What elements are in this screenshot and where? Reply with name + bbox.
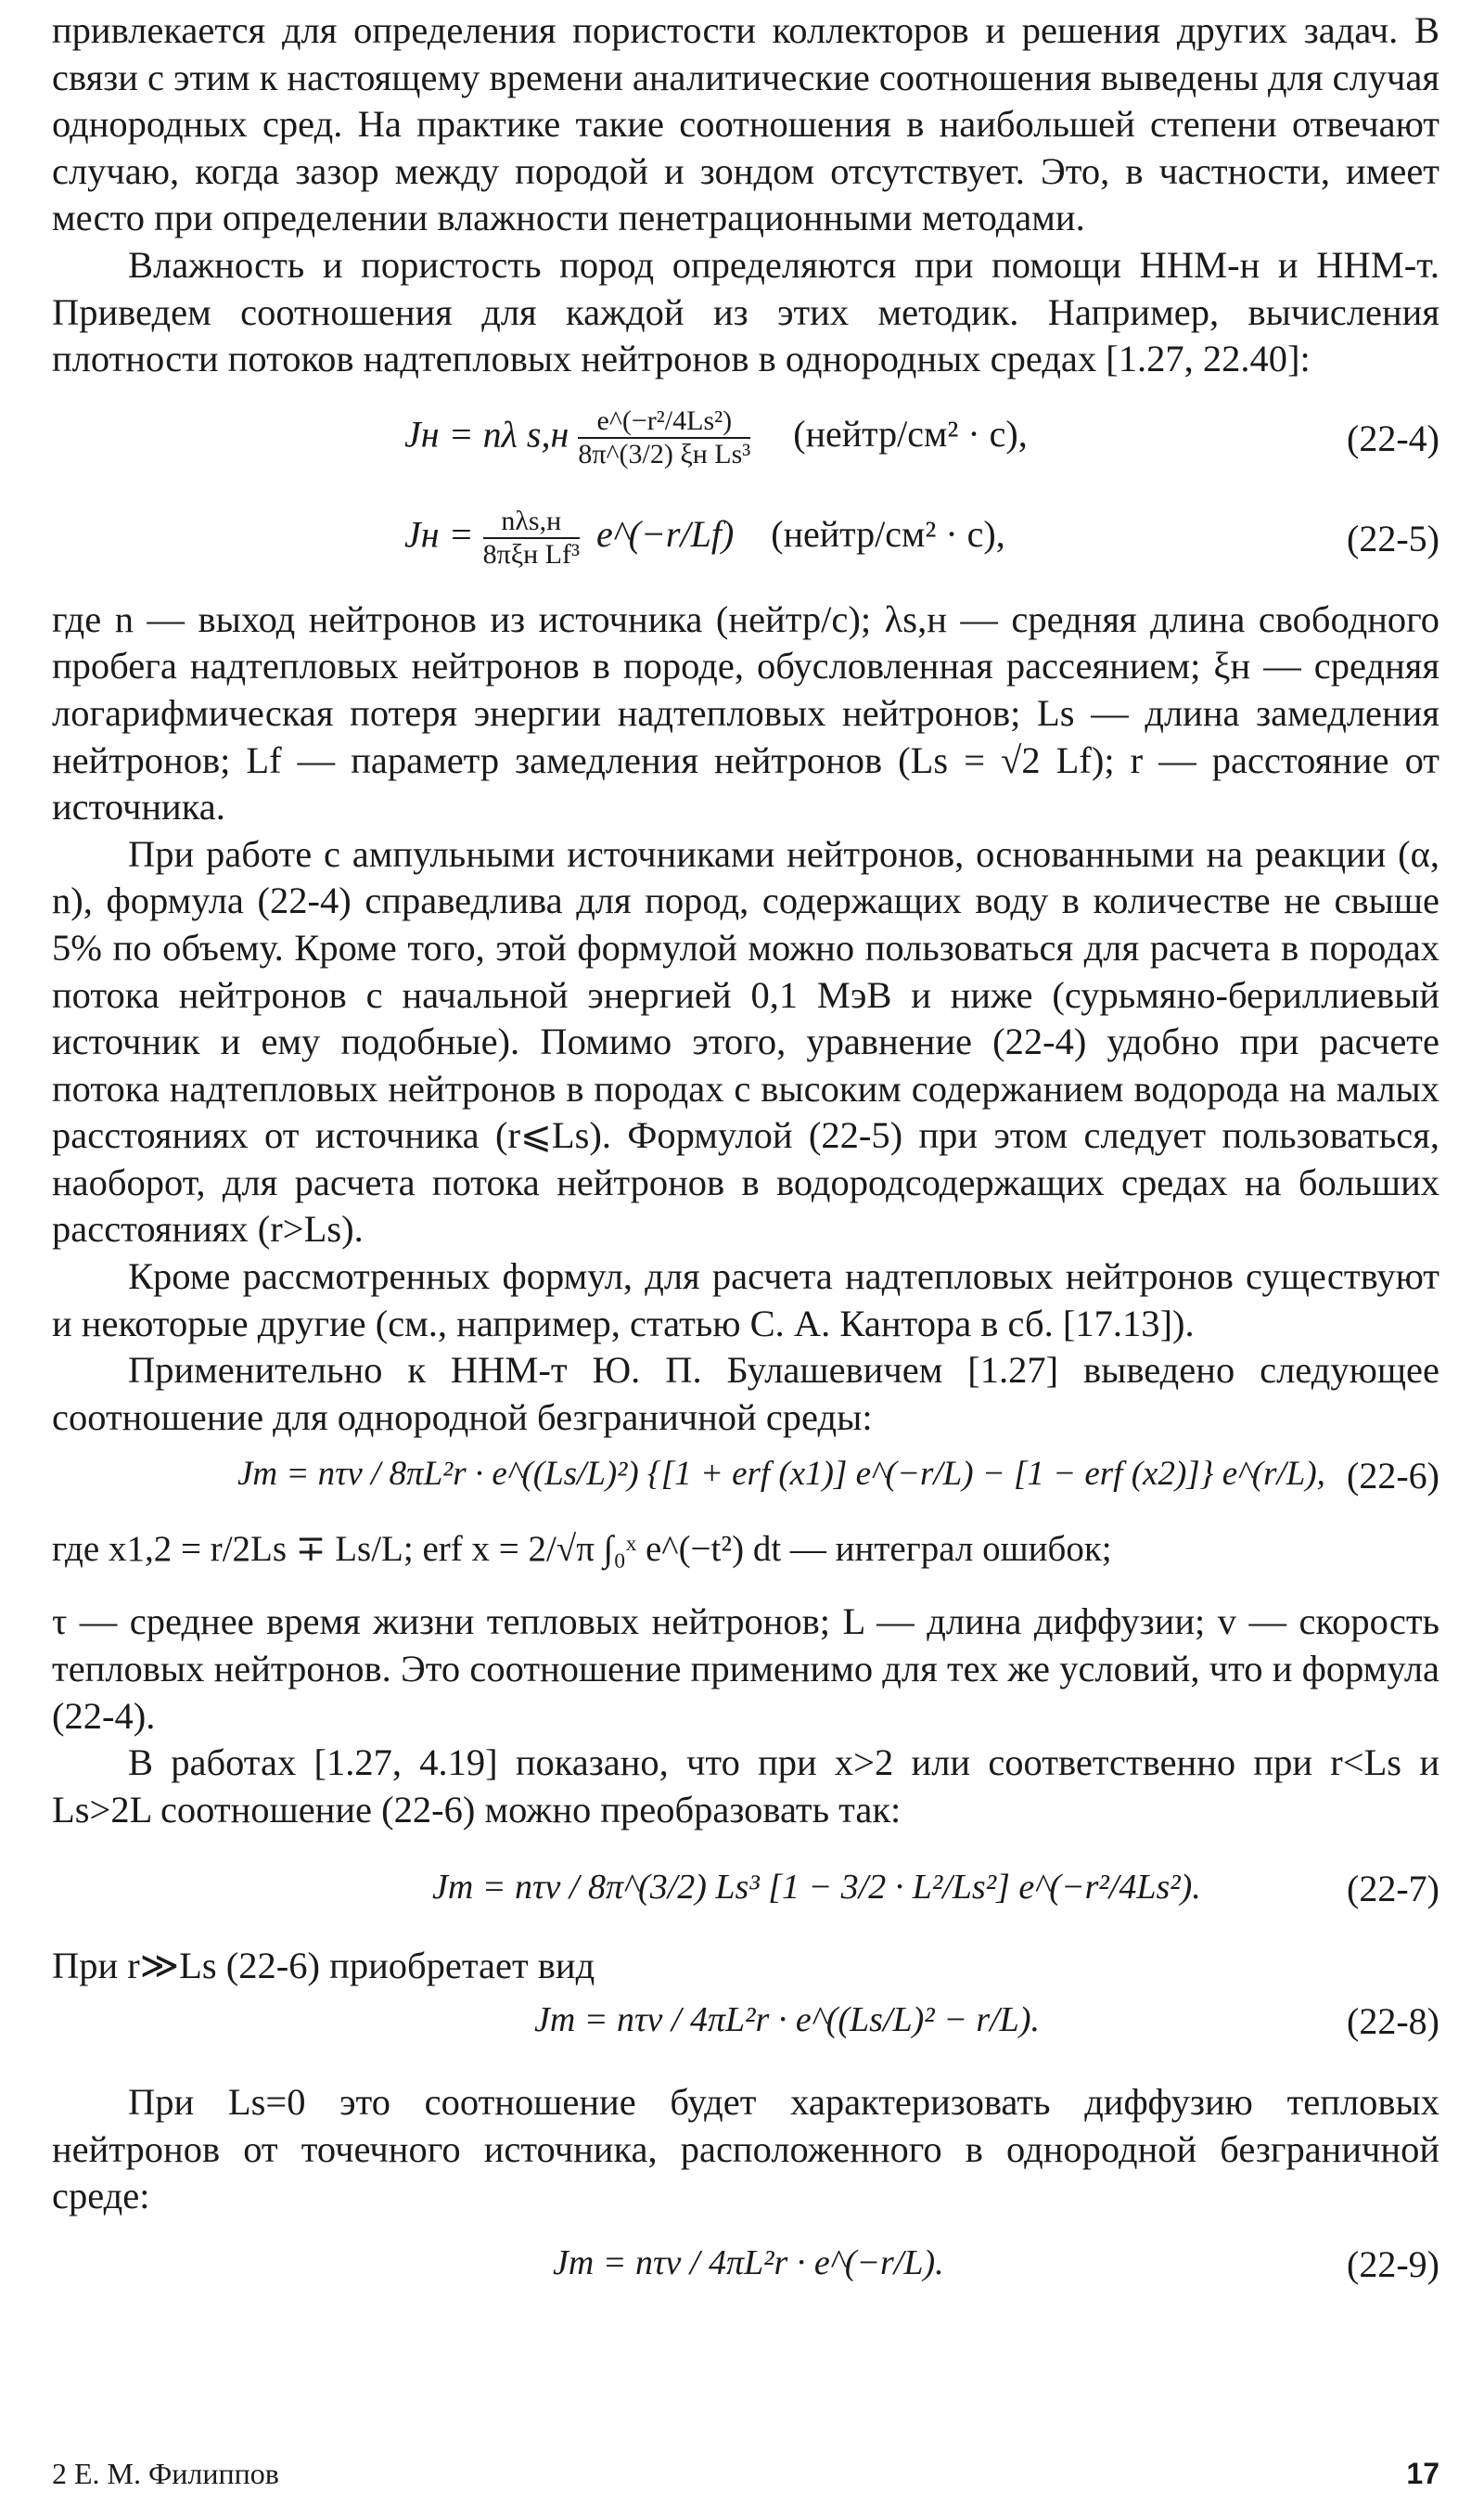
paragraph-9: При r≫Ls (22-6) приобретает вид bbox=[52, 1945, 595, 1987]
paragraph-4: При работе с ампульными источниками нейтронов, основанными на реакции (α, n), формула (22-4) справедлива для пород, содержащих воду в количестве не свыше 5% по объему. Кроме того, этой формулой можно пользоваться для расчета в породах потока нейтронов с начальной энергией 0,1 МэВ и ниже (сурьмяно-бериллиевый источник и ему подобные). Помимо этого, уравнение (22-4) удобно при расчете потока надтепловых нейтронов в породах с высоким содержанием водорода на малых расстояниях от источника (r⩽Ls). Формулой (22-5) при этом следует пользоваться, наоборот, для расчета потока нейтронов в водородсодержащих средах на больших расстояниях (r>Ls). bbox=[52, 832, 1439, 1251]
eq-22-4-numerator: e^(−r²/4Ls²) bbox=[578, 405, 750, 440]
page-body bbox=[52, 7, 1439, 2306]
eq-22-8-body: Jт = nτv / 4πL²r · e^((Ls/L)² − r/L). bbox=[534, 2000, 1040, 2039]
eq-22-9-body: Jт = nτv / 4πL²r · e^(−r/L). bbox=[553, 2242, 944, 2282]
page-number: 17 bbox=[1406, 2457, 1439, 2490]
eq-22-4-fraction bbox=[578, 405, 750, 471]
equation-22-5 bbox=[52, 493, 1439, 597]
eq-22-9-label: (22-9) bbox=[1347, 2242, 1439, 2285]
paragraph-10: При Ls=0 это соотношение будет характеризовать диффузию тепловых нейтронов от точечного источника, расположенного в однородной безграничной среде: bbox=[52, 2081, 1439, 2217]
equation-22-6-where bbox=[52, 1508, 1439, 1599]
equation-22-8 bbox=[52, 1990, 1439, 2079]
eq-22-5-denominator: 8πξн Lf³ bbox=[482, 539, 580, 571]
eq-22-5-numerator: nλs,н bbox=[483, 506, 580, 540]
paragraph-8: В работах [1.27, 4.19] показано, что при x>2 или соответственно при r<Ls и Ls>2L соотношение (22-6) можно преобразовать так: bbox=[52, 1741, 1439, 1831]
eq-22-8-label: (22-8) bbox=[1347, 2000, 1439, 2042]
eq-22-5-lhs: Jн = bbox=[404, 513, 474, 556]
equation-22-6 bbox=[52, 1441, 1439, 1508]
eq-22-6-where-text: где x1,2 = r/2Ls ∓ Ls/L; erf x = 2/√π ∫₀ˣ e^(−t²) dt — интеграл ошибок; bbox=[52, 1529, 1112, 1570]
paragraph-7: τ — среднее время жизни тепловых нейтронов; L — длина диффузии; v — скорость тепловых нейтронов. Это соотношение применимо для тех же условий, что и формула (22-4). bbox=[52, 1600, 1439, 1737]
equation-22-7 bbox=[52, 1833, 1439, 1943]
eq-22-5-unit: (нейтр/см² · с), bbox=[771, 513, 1005, 556]
equation-22-4 bbox=[52, 383, 1439, 493]
paragraph-5: Кроме рассмотренных формул, для расчета надтепловых нейтронов существуют и некоторые другие (см., например, статью С. А. Кантора в сб. [17.13]). bbox=[52, 1255, 1439, 1344]
eq-22-5-label: (22-5) bbox=[1347, 517, 1439, 559]
paragraph-2: Влажность и пористость пород определяются при помощи ННМ-н и ННМ-т. Приведем соотношения для каждой из этих методик. Например, вычисления плотности потоков надтепловых нейтронов в однородных средах [1.27, 22.40]: bbox=[52, 243, 1439, 380]
eq-22-6-label: (22-6) bbox=[1347, 1455, 1439, 1497]
paragraph-6: Применительно к ННМ-т Ю. П. Булашевичем [1.27] выведено следующее соотношение для однородной безграничной среды: bbox=[52, 1349, 1439, 1438]
eq-22-6-body: Jт = nτv / 8πL²r · e^((Ls/L)²) {[1 + erf (x1)] e^(−r/L) − [1 − erf (x2)]} e^(r/L), bbox=[237, 1455, 1325, 1494]
eq-22-7-label: (22-7) bbox=[1347, 1868, 1439, 1910]
eq-22-4-label: (22-4) bbox=[1347, 417, 1439, 459]
eq-22-4-lhs: Jн = nλ s,н bbox=[404, 413, 569, 456]
footer-signature: 2 Е. М. Филиппов bbox=[52, 2457, 279, 2490]
eq-22-7-body: Jт = nτv / 8π^(3/2) Ls³ [1 − 3/2 · L²/Ls²] e^(−r²/4Ls²). bbox=[432, 1868, 1201, 1908]
paragraph-1: привлекается для определения пористости коллекторов и решения других задач. В связи с этим к настоящему времени аналитические соотношения выведены для случая однородных сред. На практике такие соотношения в наибольшей степени отвечают случаю, когда зазор между породой и зондом отсутствует. Это, в частности, имеет место при определении влажности пенетрационными методами. bbox=[52, 9, 1439, 239]
eq-22-4-denominator: 8π^(3/2) ξн Ls³ bbox=[578, 439, 751, 470]
eq-22-5-exponent: e^(−r/Lf) bbox=[595, 513, 735, 556]
paragraph-3: где n — выход нейтронов из источника (нейтр/с); λs,н — средняя длина свободного пробега надтепловых нейтронов в породе, обусловленная рассеянием; ξн — средняя логарифмическая потеря энергии надтепловых нейтронов; Ls — длина замедления нейтронов; Lf — параметр замедления нейтронов (Ls = √2 Lf); r — расстояние от источника. bbox=[52, 597, 1439, 829]
equation-22-9 bbox=[52, 2220, 1439, 2306]
eq-22-5-fraction bbox=[483, 506, 580, 572]
eq-22-4-unit: (нейтр/см² · с), bbox=[793, 413, 1028, 456]
